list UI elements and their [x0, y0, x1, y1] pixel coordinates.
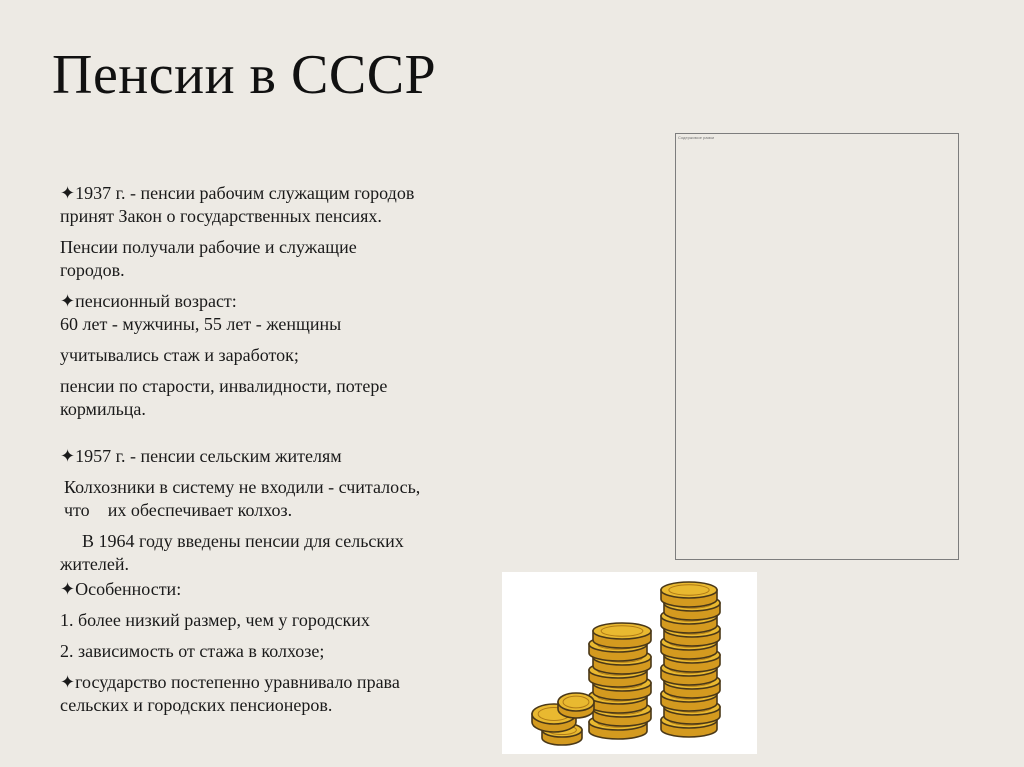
bullet-icon: ✦: [60, 579, 76, 599]
text-line: учитывались стаж и заработок;: [60, 345, 299, 365]
paragraph-features: [60, 578, 510, 601]
text-line: Колхозники в систему не входили - считалось,: [64, 477, 421, 497]
image-placeholder-frame: [675, 133, 959, 560]
text-line: сельских и городских пенсионеров.: [60, 695, 333, 715]
paragraph-1957: [60, 445, 510, 468]
text-line: их обеспечивает колхоз.: [107, 500, 293, 520]
page-title: Пенсии в СССР: [52, 44, 437, 106]
paragraph-equalization: [60, 671, 510, 717]
paragraph-feature-2: [60, 640, 510, 663]
text-line: 60 лет - мужчины, 55 лет - женщины: [60, 314, 342, 334]
paragraph-1937: [60, 182, 510, 228]
slide-body: [60, 182, 510, 725]
paragraph-experience: [60, 344, 510, 367]
text-line: кормильца.: [60, 399, 146, 419]
coin-stack-right: [661, 582, 717, 607]
paragraph-1964: [60, 530, 510, 576]
text-line: Пенсии получали рабочие и служащие: [60, 237, 357, 257]
text-line: 1957 г. - пенсии сельским жителям: [75, 446, 342, 466]
paragraph-age: [60, 290, 510, 336]
text-line: что: [64, 500, 90, 520]
text-line: 1. более низкий размер, чем у городских: [60, 610, 370, 630]
text-line: пенсионный возраст:: [75, 291, 237, 311]
text-line: жителей.: [60, 554, 130, 574]
bullet-icon: ✦: [60, 183, 76, 203]
paragraph-kolkhoz: [60, 476, 510, 522]
paragraph-feature-1: [60, 609, 510, 632]
text-line: 2. зависимость от стажа в колхозе;: [60, 641, 325, 661]
text-line: Особенности:: [75, 579, 182, 599]
text-line: В 1964 году введены пенсии для сельских: [82, 531, 404, 551]
text-line: пенсии по старости, инвалидности, потере: [60, 376, 388, 396]
bullet-icon: ✦: [60, 672, 76, 692]
text-line: городов.: [60, 260, 125, 280]
paragraph-types: [60, 375, 510, 421]
text-line: принят Закон о государственных пенсиях.: [60, 206, 382, 226]
coin-pile-left: [558, 693, 594, 718]
text-line: 1937 г. - пенсии рабочим служащим городов: [75, 183, 415, 203]
bullet-icon: ✦: [60, 446, 76, 466]
paragraph-recipients: [60, 236, 510, 282]
coin-stack-middle: [593, 623, 651, 648]
coin-stacks-icon: [502, 572, 757, 754]
frame-caption: Содержимое рамки: [678, 135, 715, 140]
coins-image: [502, 572, 757, 754]
text-line: государство постепенно уравнивало права: [75, 672, 400, 692]
bullet-icon: ✦: [60, 291, 76, 311]
